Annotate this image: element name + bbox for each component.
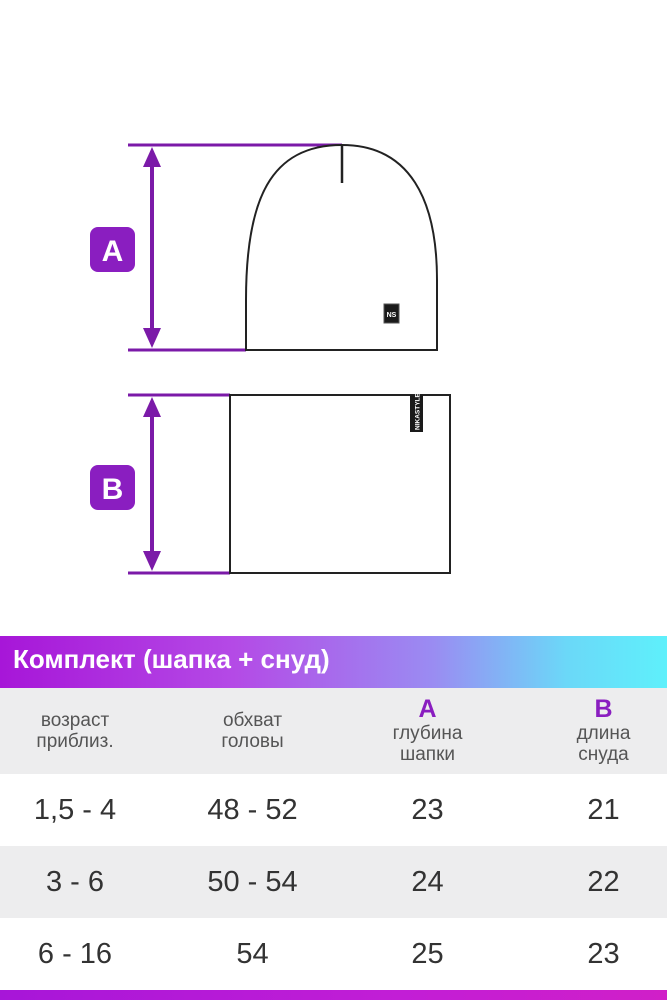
- header-age-line-2: приблиз.: [36, 731, 114, 752]
- header-hat-depth-line-1: глубина: [392, 723, 463, 744]
- cell-age: 6 - 16: [37, 937, 113, 970]
- hat-arrow-head-down: [143, 328, 161, 348]
- cell-age: 3 - 6: [45, 865, 105, 898]
- header-hat-depth-line-2: шапки: [399, 744, 456, 765]
- size-table: [0, 688, 667, 1000]
- hat-brand-tag-text: NS: [386, 312, 397, 319]
- cell-snood-length: 21: [587, 793, 620, 826]
- hat-arrow-head-up: [143, 147, 161, 167]
- badge-a-label: A: [101, 235, 124, 268]
- header-snood-length-letter: B: [594, 695, 613, 723]
- header-age-line-1: возраст: [40, 710, 110, 731]
- snood-outline: [230, 393, 450, 574]
- cell-age: 1,5 - 4: [33, 793, 117, 826]
- header-hat-depth-letter: A: [418, 695, 437, 723]
- header-snood-length-line-1: длина: [576, 723, 631, 744]
- header-head-line-1: обхват: [222, 710, 283, 731]
- header-snood-length: [520, 688, 667, 774]
- page-title: Комплект (шапка + снуд): [13, 644, 330, 674]
- badge-b-label: B: [101, 473, 124, 506]
- cell-head: 48 - 52: [207, 793, 298, 826]
- snood-arrow-head-down: [143, 551, 161, 571]
- cell-head: 54: [236, 937, 269, 970]
- table-row: [0, 774, 667, 846]
- cell-snood-length: 22: [587, 865, 620, 898]
- header-snood-length-line-2: снуда: [578, 744, 629, 765]
- cell-snood-length: 23: [587, 937, 620, 970]
- title-bar: [0, 636, 667, 688]
- header-age: [0, 688, 150, 774]
- cell-head: 50 - 54: [207, 865, 298, 898]
- table-row: [0, 846, 667, 918]
- cell-hat-depth: 23: [411, 793, 444, 826]
- cell-hat-depth: 24: [411, 865, 444, 898]
- snood-brand-tag-text: NIKASTYLE: [414, 393, 422, 430]
- bottom-accent-bar: [0, 990, 667, 1000]
- header-head-line-2: головы: [221, 731, 284, 752]
- header-head-circumference: [150, 688, 355, 774]
- table-row: [0, 918, 667, 990]
- snood-dimension: [90, 395, 230, 573]
- cell-hat-depth: 25: [411, 937, 444, 970]
- header-hat-depth: [355, 688, 500, 774]
- snood-arrow-head-up: [143, 397, 161, 417]
- table-header-row: [0, 688, 667, 774]
- hat-outline: [246, 145, 437, 350]
